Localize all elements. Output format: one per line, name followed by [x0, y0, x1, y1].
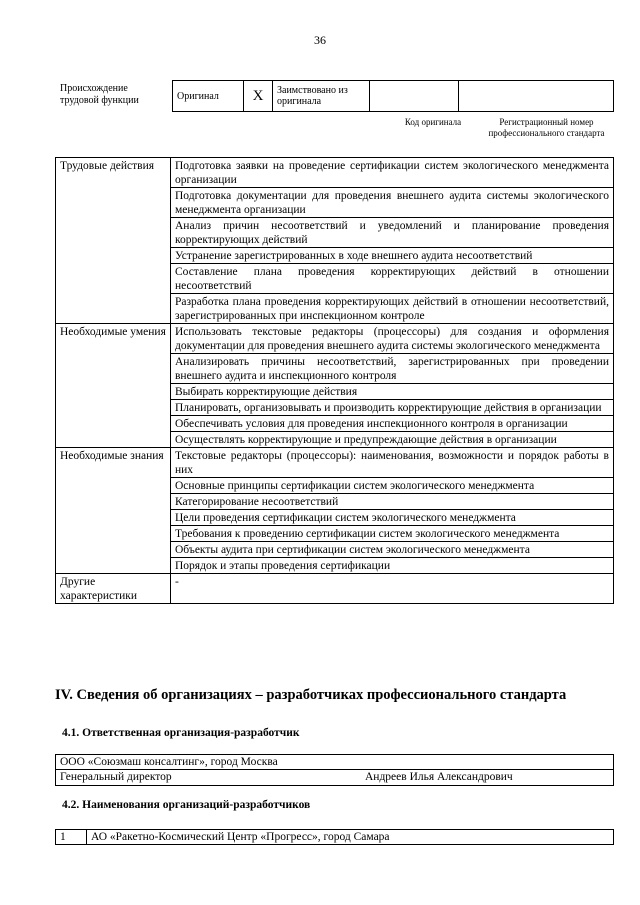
skill-item: Анализировать причины несоответствий, зарегистрированных при проведении внешнего аудита и инспекционного контроля — [171, 354, 614, 384]
labor-action-item: Анализ причин несоответствий и уведомлений и планирование проведения корректирующих действий — [171, 218, 614, 248]
origin-label: Происхождение трудовой функции — [60, 83, 139, 106]
other-label: Другие характеристики — [56, 574, 171, 604]
developer-number: 1 — [56, 830, 87, 845]
origin-mark: X — [244, 81, 273, 112]
code-caption: Код оригинала — [404, 117, 462, 127]
labor-actions-label: Трудовые действия — [56, 158, 171, 324]
skill-item: Планировать, организовывать и производить корректирующие действия в организации — [171, 400, 614, 416]
skill-item: Осуществлять корректирующие и предупреждающие действия в организации — [171, 432, 614, 448]
labor-action-item: Подготовка заявки на проведение сертификации систем экологического менеджмента организации — [171, 158, 614, 188]
knowledge-item: Категорирование несоответствий — [171, 494, 614, 510]
knowledge-item: Требования к проведению сертификации систем экологического менеджмента — [171, 526, 614, 542]
skill-item: Использовать текстовые редакторы (процессоры) для создания и оформления документации для проведения внешнего аудита системы экологического менеджмента — [171, 324, 614, 354]
subsection-developers: 4.2. Наименования организаций-разработчиков — [62, 799, 311, 811]
director-name: Андреев Илья Александрович — [365, 771, 513, 783]
knowledge-label: Необходимые знания — [56, 448, 171, 574]
page-number: 36 — [314, 33, 326, 47]
labor-action-item: Устранение зарегистрированных в ходе внешнего аудита несоответствий — [171, 248, 614, 264]
origin-code-cell — [370, 81, 459, 112]
origin-reg-cell — [459, 81, 614, 112]
function-table — [55, 157, 614, 604]
labor-action-item: Разработка плана проведения корректирующих действий в отношении несоответствий, зарегистрированных при инспекционном контроле — [171, 294, 614, 324]
other-value: - — [171, 574, 614, 604]
skills-label: Необходимые умения — [56, 324, 171, 448]
director-row — [56, 770, 614, 786]
section-title: IV. Сведения об организациях – разработчиках профессионального стандарта — [55, 687, 567, 703]
origin-table — [172, 80, 614, 112]
labor-action-item: Подготовка документации для проведения внешнего аудита системы экологического менеджмента организации — [171, 188, 614, 218]
labor-action-item: Составление плана проведения корректирующих действий в отношении несоответствий — [171, 264, 614, 294]
org-name: ООО «Союзмаш консалтинг», город Москва — [56, 755, 614, 770]
subsection-responsible: 4.1. Ответственная организация-разработчик — [62, 727, 300, 739]
director-title: Генеральный директор — [60, 771, 172, 783]
knowledge-item: Цели проведения сертификации систем экологического менеджмента — [171, 510, 614, 526]
responsible-org-table — [55, 754, 614, 786]
developers-table — [55, 829, 614, 845]
origin-original: Оригинал — [173, 81, 244, 112]
reg-caption: Регистрационный номер профессионального стандарта — [488, 117, 605, 138]
origin-borrowed: Заимствовано из оригинала — [273, 81, 370, 112]
knowledge-item: Порядок и этапы проведения сертификации — [171, 558, 614, 574]
developer-name: АО «Ракетно-Космический Центр «Прогресс», город Самара — [87, 830, 614, 845]
knowledge-item: Основные принципы сертификации систем экологического менеджмента — [171, 478, 614, 494]
knowledge-item: Текстовые редакторы (процессоры): наименования, возможности и порядок работы в них — [171, 448, 614, 478]
knowledge-item: Объекты аудита при сертификации систем экологического менеджмента — [171, 542, 614, 558]
skill-item: Выбирать корректирующие действия — [171, 384, 614, 400]
table-row — [56, 830, 614, 845]
skill-item: Обеспечивать условия для проведения инспекционного контроля в организации — [171, 416, 614, 432]
